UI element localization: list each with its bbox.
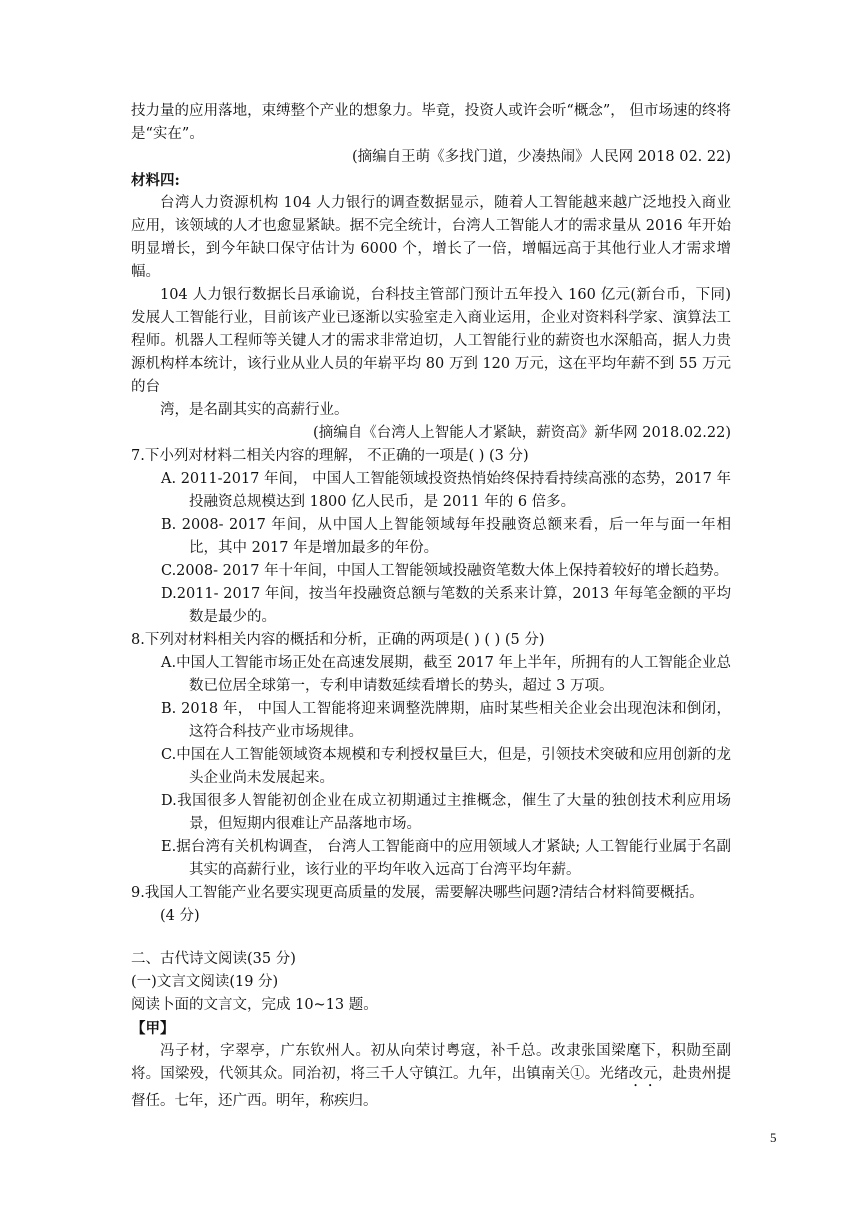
material3-tail: 技力量的应用落地，束缚整个产业的想象力。毕竟，投资人或许会听“概念”， 但市场速的终将是“实在”。 — [131, 103, 731, 142]
question-7-option-d: D.2011- 2017 年间，按当年投融资总额与笔数的关系来计算，2013 年每笔金额的平均数是最少的。 — [161, 586, 731, 625]
question-8-option-b: B. 2018 年， 中国人工智能将迎来调整洗牌期，庙时某些相关企业会出现泡沫和倒闭，这符合科技产业市场规律。 — [161, 701, 731, 740]
material4-heading: 材料四: — [131, 172, 180, 189]
question-8-option-a: A.中国人工智能市场正处在高速发展期，截至 2017 年上半年，所拥有的人工智能企业总数已位居全球第一，专利申请数延续看增长的势头，超过 3 万项。 — [161, 655, 731, 694]
passage-label-jia: 【甲】 — [131, 1020, 175, 1037]
question-7-option-c: C.2008- 2017 年十年间，中国人工智能领域投融资笔数大体上保持着较好的增长趋势。 — [161, 563, 729, 579]
reading-instruction: 阅读卜面的文言文，完成 10~13 题。 — [131, 997, 378, 1013]
page-number: 5 — [770, 1130, 777, 1145]
question-8-stem: 8.下列对材料相关内容的概括和分析，正确的两项是( ) ( ) (5 分) — [131, 632, 545, 648]
question-7-stem: 7.下小列对材料二相关内容的理解， 不正确的一项是( ) (3 分) — [131, 448, 529, 464]
question-7-option-a: A. 2011-2017 年间， 中国人工智能领域投资热悄始终保持看持续高涨的态势，2017 年投融资总规模达到 1800 亿人民币，是 2011 年的 6 倍多。 — [161, 471, 731, 510]
subsection-1-title: (一)文言文阅读(19 分) — [131, 974, 279, 990]
material3-source: (摘编自王萌《多找门道，少凑热闹》人民网 2018 02. 22) — [351, 149, 731, 165]
material4-paragraph: 台湾人力资源机构 104 人力银行的调查数据显示，随着人工智能越来越广泛地投入商业应用，该领域的人才也愈显紧缺。据不完全统计，台湾人工智能人才的需求量从 2016 年开始明显增长，到今年缺口保守估计为 6000 个，增长了一倍，增幅远高于其他行业人才需求增幅。 — [131, 195, 731, 280]
passage-text: ，赴贵州提督任。七年，还广西。明年，称疾归。 — [131, 1066, 732, 1109]
question-7-option-b: B. 2008- 2017 年间，从中国人上智能领域每年投融资总额来看，后一年与面一年相比，其中 2017 年是增加最多的年份。 — [161, 517, 731, 556]
question-8-option-c: C.中国在人工智能领域资本规模和专利授权量巨大，但是，引领技术突破和应用创新的龙头企业尚未发展起来。 — [161, 747, 731, 786]
question-9-score: (4 分) — [160, 908, 200, 924]
question-9-stem: 9.我国人工智能产业名要实现更高质量的发展，需要解决哪些问题?清结合材料简要概括。 — [131, 885, 704, 901]
classical-passage-paragraph — [131, 1040, 731, 1113]
question-8-option-d: D.我国很多人智能初创企业在成立初期通过主推概念，催生了大量的独创技术利应用场景，但短期内很难让产品落地市场。 — [161, 793, 731, 832]
material4-paragraph: 湾，是名副其实的高薪行业。 — [160, 402, 349, 418]
passage-text: 冯子材，字翠亭，广东钦州人。初从向荣讨粤寇，补千总。改隶张国梁麾下，积勋至副将。国梁殁，代领其众。同治初，将三千人守镇江。九年，出镇南关①。光绪 — [131, 1043, 731, 1082]
section-2-title: 二、古代诗文阅读(35 分) — [131, 951, 296, 967]
material4-paragraph: 104 人力银行数据长吕承谕说，台科技主管部门预计五年投入 160 亿元(新台币，下同)发展人工智能行业，目前该产业已逐渐以实验室走入商业运用，企业对资料科学家、演算法工程师。机器人工程师等关键人才的需求非常迫切，人工智能行业的薪资也水深船高，据人力贵源机构样本统计，该行业从业人员的年崭平均 80 万到 120 万元，这在平均年薪不到 55 万元的台 — [131, 287, 731, 395]
page-content — [131, 100, 731, 1113]
material4-source: (摘编自《台湾人上智能人才紧缺，薪资高》新华网 2018.02.22) — [313, 425, 731, 441]
question-8-option-e: E.据台湾有关机构调查， 台湾人工智能商中的应用领域人才紧缺; 人工智能行业属于名副其实的高薪行业，该行业的平均年收入远高丁台湾平均年薪。 — [161, 839, 731, 878]
emphasized-term: 改元 — [628, 1066, 658, 1082]
